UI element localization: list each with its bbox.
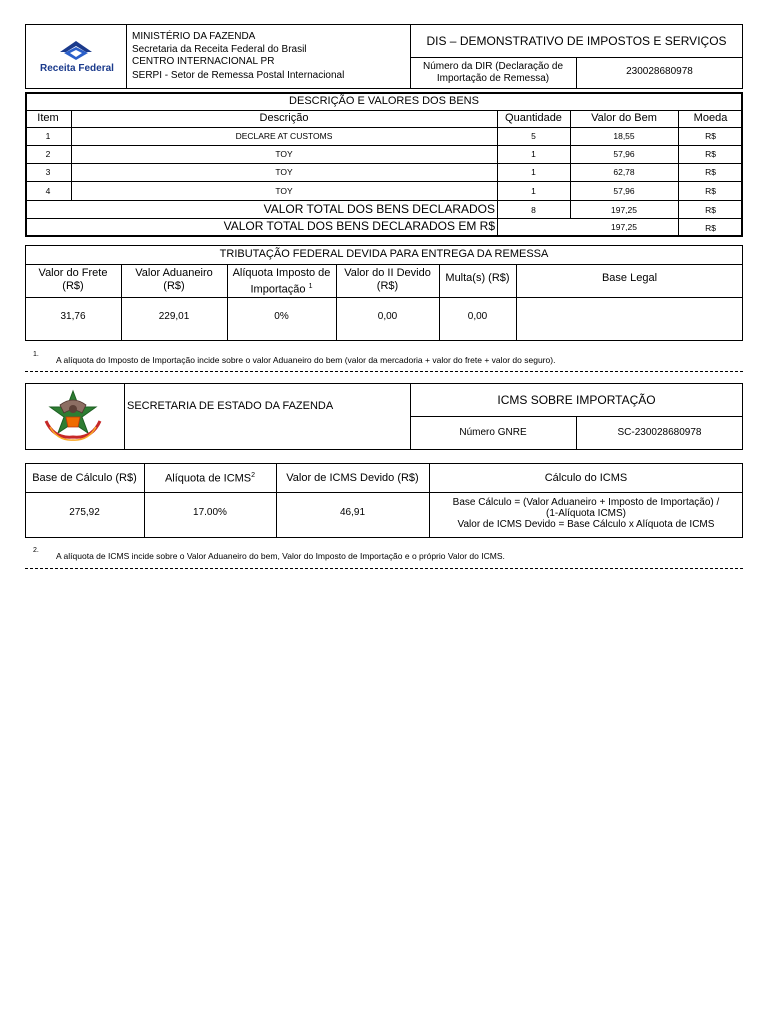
sector-name: SERPI - Setor de Remessa Postal Internacional — [132, 70, 345, 81]
icms-rate-header — [144, 472, 276, 485]
icms-formula-l2: (1-Alíquota ICMS) — [545, 508, 627, 519]
rate-footnote-ref: 1 — [308, 283, 313, 290]
legal-basis-header: Base Legal — [601, 272, 658, 284]
icms-calc-header: Cálculo do ICMS — [544, 472, 628, 484]
table-row-currency: R$ — [705, 167, 716, 177]
table-row-description: DECLARE AT CUSTOMS — [235, 131, 333, 141]
header-quantity: Quantidade — [505, 112, 562, 124]
header-value: Valor do Bem — [591, 112, 657, 124]
icms-formula-l1: Base Cálculo = (Valor Aduaneiro + Imposto de Importação) / — [452, 497, 720, 508]
freight-value: 31,76 — [60, 311, 86, 322]
ii-header-l2: (R$) — [376, 280, 399, 292]
total-currency: R$ — [705, 205, 716, 215]
ii-due-value: 0,00 — [377, 311, 398, 322]
table-row-currency: R$ — [705, 131, 716, 141]
rate-value: 0% — [274, 311, 289, 322]
table-row-description: TOY — [275, 149, 293, 159]
customs-header — [121, 267, 227, 293]
table-row-value: 57,96 — [613, 149, 635, 159]
icms-base-header: Base de Cálculo (R$) — [32, 472, 137, 484]
fines-header: Multa(s) (R$) — [445, 272, 510, 284]
icms-rate-header-label: Alíquota de ICMS — [164, 472, 252, 485]
table-row-item: 1 — [45, 131, 51, 141]
rate-header-l1: Alíquota Imposto de — [232, 267, 331, 279]
center-name: CENTRO INTERNACIONAL PR — [132, 56, 275, 67]
rate-header — [227, 267, 336, 297]
freight-header-l2: (R$) — [62, 280, 84, 292]
icms-formula-l3: Valor de ICMS Devido = Base Cálculo x Alíquota de ICMS — [457, 519, 715, 530]
secretariat-name: Secretaria da Receita Federal do Brasil — [132, 44, 307, 55]
footnote-1-marker: 1. — [33, 351, 39, 358]
coat-of-arms-icon — [42, 387, 104, 447]
table-row-value: 62,78 — [613, 167, 635, 177]
header-description: Descrição — [259, 112, 309, 124]
cut-line — [25, 371, 743, 372]
dir-number: 230028680978 — [626, 66, 693, 77]
rate-header-l2: Importação — [250, 283, 306, 296]
fines-value: 0,00 — [467, 311, 488, 322]
table-row-currency: R$ — [705, 186, 716, 196]
total-label: VALOR TOTAL DOS BENS DECLARADOS — [263, 202, 495, 216]
ii-header-l1: Valor do II Devido — [344, 267, 431, 279]
freight-header — [25, 267, 121, 293]
total-brl-label: VALOR TOTAL DOS BENS DECLARADOS EM R$ — [223, 219, 495, 233]
total-brl-currency: R$ — [705, 223, 716, 233]
receita-federal-logo — [38, 38, 114, 78]
customs-header-l1: Valor Aduaneiro — [135, 267, 213, 279]
table-row-item: 4 — [45, 186, 51, 196]
table-row-value: 57,96 — [613, 186, 635, 196]
total-value: 197,25 — [611, 205, 637, 215]
table-row-quantity: 5 — [531, 131, 536, 141]
table-row-quantity: 1 — [531, 167, 536, 177]
table-row-item: 3 — [45, 167, 51, 177]
icms-due-header: Valor de ICMS Devido (R$) — [286, 472, 419, 484]
ministry-name: MINISTÉRIO DA FAZENDA — [132, 31, 256, 42]
header-currency: Moeda — [693, 112, 728, 124]
table-row-quantity: 1 — [531, 149, 536, 159]
footnote-2-text: A alíquota de ICMS incide sobre o Valor Aduaneiro do bem, Valor do Imposto de Importação e o próprio Valor do ICMS. — [56, 551, 505, 561]
state-secretariat: SECRETARIA DE ESTADO DA FAZENDA — [127, 400, 334, 412]
cut-line — [25, 568, 743, 569]
icms-rate-value: 17.00% — [193, 507, 227, 518]
table-row-currency: R$ — [705, 149, 716, 159]
gnre-label: Número GNRE — [459, 427, 527, 438]
footnote-2-marker: 2. — [33, 547, 39, 554]
dir-label: Número da DIR (Declaração de Importação de Remessa) — [422, 61, 564, 84]
table-row-description: TOY — [275, 167, 293, 177]
customs-header-l2: (R$) — [163, 280, 185, 292]
table-row-item: 2 — [45, 149, 51, 159]
santa-catarina-coat-of-arms — [42, 387, 104, 447]
gnre-number: SC-230028680978 — [617, 427, 702, 438]
total-brl-value: 197,25 — [611, 222, 637, 232]
federal-tax-title: TRIBUTAÇÃO FEDERAL DEVIDA PARA ENTREGA DA REMESSA — [219, 248, 549, 260]
logo-text: Receita Federal — [40, 63, 114, 74]
customs-value: 229,01 — [158, 311, 190, 322]
ii-header — [336, 267, 439, 293]
table-row-value: 18,55 — [613, 131, 635, 141]
table-row-description: TOY — [275, 186, 293, 196]
footnote-1-text: A alíquota do Imposto de Importação incide sobre o valor Aduaneiro do bem (valor da mercadoria + valor do frete + valor do seguro). — [56, 355, 556, 365]
total-quantity: 8 — [531, 205, 536, 215]
icms-rate-footnote-ref: 2 — [251, 472, 256, 479]
doc-title: DIS – DEMONSTRATIVO DE IMPOSTOS E SERVIÇOS — [426, 34, 727, 48]
header-item: Item — [37, 112, 59, 124]
table-row-quantity: 1 — [531, 186, 536, 196]
icms-formula — [429, 497, 743, 530]
goods-title: DESCRIÇÃO E VALORES DOS BENS — [289, 95, 479, 107]
icms-title: ICMS SOBRE IMPORTAÇÃO — [497, 393, 656, 407]
freight-header-l1: Valor do Frete — [38, 267, 108, 279]
receita-federal-emblem-icon — [38, 38, 114, 62]
icms-base-value: 275,92 — [69, 507, 100, 518]
icms-due-value: 46,91 — [339, 507, 366, 518]
